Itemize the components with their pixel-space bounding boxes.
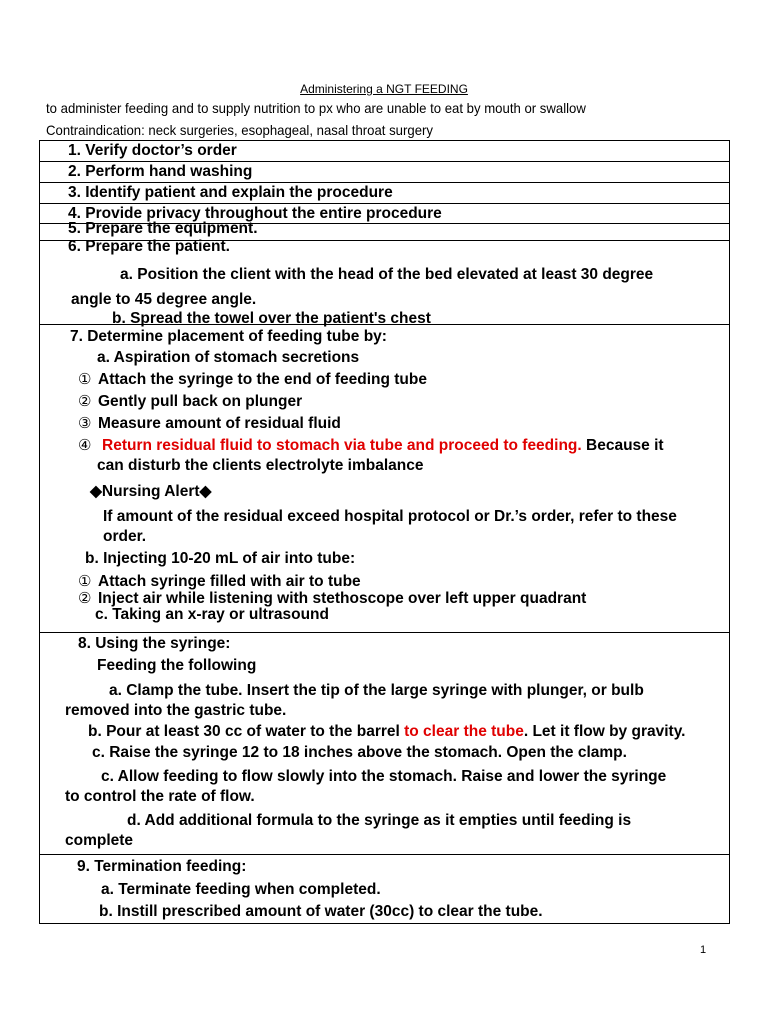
step-8c-flow: c. Allow feeding to flow slowly into the stomach. Raise and lower the syringe: [101, 768, 667, 785]
nursing-alert-text-continued: order.: [103, 528, 147, 545]
circled-two-icon: ②: [78, 590, 92, 607]
table-row: [40, 162, 730, 183]
circled-three-icon: ③: [78, 415, 92, 432]
step-7a-2: ② Gently pull back on plunger: [78, 393, 303, 410]
page-number: 1: [700, 944, 707, 956]
circled-one-icon: ①: [78, 371, 92, 388]
step-6-heading: 6. Prepare the patient.: [68, 238, 230, 255]
step-2: 2. Perform hand washing: [68, 163, 253, 180]
step-8d-continued: complete: [65, 832, 134, 849]
circled-two-icon: ②: [78, 393, 92, 410]
nursing-alert-title: ◆Nursing Alert◆: [90, 483, 212, 500]
nursing-alert-text: If amount of the residual exceed hospital protocol or Dr.’s order, refer to these: [103, 508, 677, 525]
return-fluid-instruction: Return residual fluid to stomach via tube and proceed to feeding.: [102, 437, 582, 454]
table-row: [40, 241, 730, 325]
step-7a: a. Aspiration of stomach secretions: [97, 349, 360, 366]
step-7b-2: ② Inject air while listening with stethoscope over left upper quadrant: [78, 590, 587, 607]
step-7c: c. Taking an x-ray or ultrasound: [95, 606, 329, 623]
step-6b: b. Spread the towel over the patient's chest: [112, 310, 431, 327]
step-7a-4-continued: can disturb the clients electrolyte imbalance: [97, 457, 424, 474]
step-5: 5. Prepare the equipment.: [68, 220, 258, 237]
step-7a-3: ③ Measure amount of residual fluid: [78, 415, 341, 432]
step-7a-1: ① Attach the syringe to the end of feeding tube: [78, 371, 427, 388]
step-6a-continued: angle to 45 degree angle.: [71, 291, 257, 308]
step-8a-continued: removed into the gastric tube.: [65, 702, 287, 719]
purpose-text: to administer feeding and to supply nutrition to px who are unable to eat by mouth or swallow: [46, 100, 586, 116]
table-row: [40, 183, 730, 204]
step-6a: a. Position the client with the head of the bed elevated at least 30 degree: [120, 266, 654, 283]
table-row: [40, 141, 730, 162]
step-7b: b. Injecting 10-20 mL of air into tube:: [85, 550, 356, 567]
step-8b: b. Pour at least 30 cc of water to the barrel to clear the tube. Let it flow by gravity.: [88, 723, 686, 740]
clear-tube-highlight: to clear the tube: [404, 723, 524, 740]
table-row: [40, 633, 730, 855]
step-9-heading: 9. Termination feeding:: [77, 858, 247, 875]
document-title: Administering a NGT FEEDING: [300, 82, 468, 96]
contraindication-text: Contraindication: neck surgeries, esophageal, nasal throat surgery: [46, 122, 433, 138]
step-7-heading: 7. Determine placement of feeding tube by:: [70, 328, 387, 345]
circled-four-icon: ④: [78, 437, 92, 454]
step-8-heading: 8. Using the syringe:: [78, 635, 231, 652]
step-1: 1. Verify doctor’s order: [68, 142, 237, 159]
step-3: 3. Identify patient and explain the procedure: [68, 184, 393, 201]
step-9b: b. Instill prescribed amount of water (30cc) to clear the tube.: [99, 903, 543, 920]
table-row: [40, 325, 730, 633]
step-8d: d. Add additional formula to the syringe as it empties until feeding is: [127, 812, 632, 829]
step-7a-4: ④ Return residual fluid to stomach via tube and proceed to feeding. Because it: [78, 437, 664, 454]
procedure-table: [39, 140, 730, 924]
step-4: 4. Provide privacy throughout the entire procedure: [68, 205, 442, 222]
step-9a: a. Terminate feeding when completed.: [101, 881, 381, 898]
step-7b-1: ① Attach syringe filled with air to tube: [78, 573, 361, 590]
step-8-subheading: Feeding the following: [97, 657, 257, 674]
circled-one-icon: ①: [78, 573, 92, 590]
step-8c-flow-continued: to control the rate of flow.: [65, 788, 255, 805]
table-row: [40, 855, 730, 924]
step-8c: c. Raise the syringe 12 to 18 inches above the stomach. Open the clamp.: [92, 744, 627, 761]
step-8a: a. Clamp the tube. Insert the tip of the large syringe with plunger, or bulb: [109, 682, 644, 699]
